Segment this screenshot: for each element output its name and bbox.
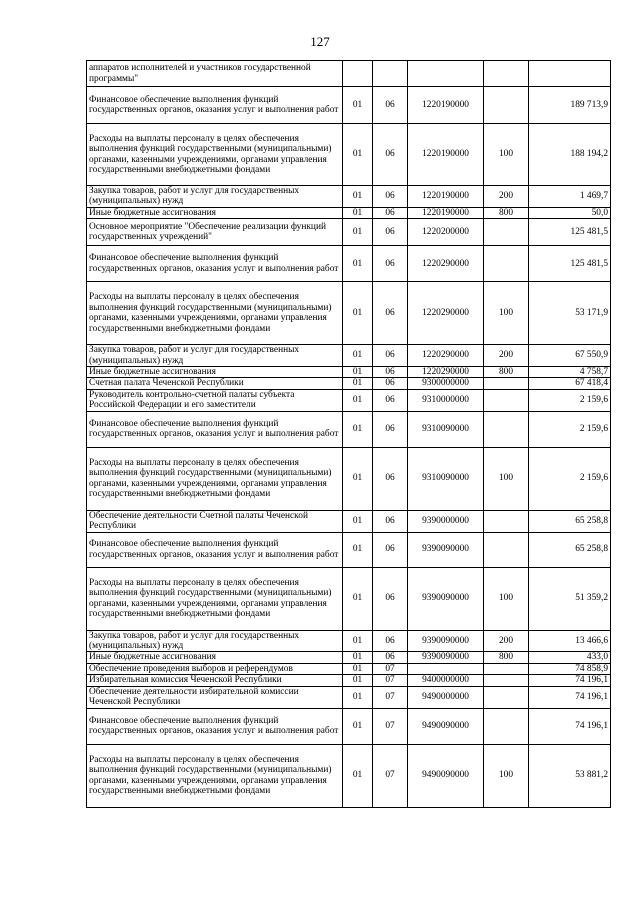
table-row xyxy=(87,219,611,246)
cell-amount: 2 159,6 xyxy=(529,389,611,411)
cell-expense-type: 100 xyxy=(484,744,529,807)
cell-expense-type xyxy=(484,532,529,567)
cell-amount: 433,0 xyxy=(529,652,611,663)
cell-section: 01 xyxy=(343,652,373,663)
cell-subsection: 06 xyxy=(373,447,408,510)
table-row xyxy=(87,124,611,186)
cell-name: Финансовое обеспечение выполнения функций государственных органов, оказания услуг и выполнения работ xyxy=(87,87,343,124)
cell-name: Финансовое обеспечение выполнения функций государственных органов, оказания услуг и выполнения работ xyxy=(87,411,343,447)
table-row xyxy=(87,652,611,663)
cell-subsection: 06 xyxy=(373,630,408,652)
cell-name: Обеспечение проведения выборов и референдумов xyxy=(87,663,343,674)
cell-name: Расходы на выплаты персоналу в целях обеспечения выполнения функций государственными (муниципальными) органами, казенными учреждениями, органами управления государственными внебюджетными фондами xyxy=(87,567,343,630)
cell-subsection: 06 xyxy=(373,532,408,567)
cell-target-article: 9490090000 xyxy=(408,744,484,807)
cell-target-article: 1220290000 xyxy=(408,246,484,282)
table-row xyxy=(87,686,611,708)
cell-expense-type xyxy=(484,510,529,532)
cell-name: Расходы на выплаты персоналу в целях обеспечения выполнения функций государственными (муниципальными) органами, казенными учреждениями, органами управления государственными внебюджетными фондами xyxy=(87,282,343,345)
cell-amount: 74 196,1 xyxy=(529,675,611,686)
cell-section: 01 xyxy=(343,186,373,208)
cell-target-article: 9300000000 xyxy=(408,378,484,389)
cell-expense-type: 200 xyxy=(484,630,529,652)
cell-expense-type xyxy=(484,675,529,686)
table-row xyxy=(87,61,611,87)
cell-expense-type xyxy=(484,87,529,124)
cell-target-article: 1220200000 xyxy=(408,219,484,246)
cell-amount: 65 258,8 xyxy=(529,510,611,532)
cell-expense-type xyxy=(484,378,529,389)
cell-section: 01 xyxy=(343,207,373,218)
cell-subsection: 07 xyxy=(373,744,408,807)
cell-section xyxy=(343,61,373,87)
cell-amount: 125 481,5 xyxy=(529,246,611,282)
cell-subsection: 07 xyxy=(373,708,408,744)
cell-name: Основное мероприятие "Обеспечение реализации функций государственных учреждений" xyxy=(87,219,343,246)
cell-name: Финансовое обеспечение выполнения функций государственных органов, оказания услуг и выполнения работ xyxy=(87,246,343,282)
cell-amount: 189 713,9 xyxy=(529,87,611,124)
cell-expense-type xyxy=(484,61,529,87)
cell-section: 01 xyxy=(343,675,373,686)
cell-target-article: 9390090000 xyxy=(408,532,484,567)
cell-target-article xyxy=(408,61,484,87)
cell-target-article: 9400000000 xyxy=(408,675,484,686)
cell-target-article: 9310090000 xyxy=(408,447,484,510)
cell-subsection: 06 xyxy=(373,186,408,208)
table-row xyxy=(87,675,611,686)
table-row xyxy=(87,630,611,652)
cell-section: 01 xyxy=(343,447,373,510)
cell-name: Обеспечение деятельности избирательной комиссии Чеченской Республики xyxy=(87,686,343,708)
cell-section: 01 xyxy=(343,567,373,630)
cell-name: Финансовое обеспечение выполнения функций государственных органов, оказания услуг и выполнения работ xyxy=(87,708,343,744)
table-row xyxy=(87,378,611,389)
cell-target-article: 9390090000 xyxy=(408,630,484,652)
cell-section: 01 xyxy=(343,389,373,411)
cell-section: 01 xyxy=(343,124,373,186)
cell-section: 01 xyxy=(343,744,373,807)
cell-expense-type xyxy=(484,411,529,447)
cell-section: 01 xyxy=(343,663,373,674)
cell-section: 01 xyxy=(343,411,373,447)
cell-expense-type: 800 xyxy=(484,652,529,663)
cell-name: Избирательная комиссия Чеченской Республики xyxy=(87,675,343,686)
cell-name: Закупка товаров, работ и услуг для государственных (муниципальных) нужд xyxy=(87,630,343,652)
cell-amount: 65 258,8 xyxy=(529,532,611,567)
cell-expense-type xyxy=(484,219,529,246)
cell-subsection: 06 xyxy=(373,367,408,378)
cell-subsection: 06 xyxy=(373,652,408,663)
cell-amount: 4 758,7 xyxy=(529,367,611,378)
cell-expense-type xyxy=(484,389,529,411)
table-row xyxy=(87,207,611,218)
cell-target-article: 9390090000 xyxy=(408,567,484,630)
cell-name: Расходы на выплаты персоналу в целях обеспечения выполнения функций государственными (муниципальными) органами, казенными учреждениями, органами управления государственными внебюджетными фондами xyxy=(87,124,343,186)
cell-amount: 51 359,2 xyxy=(529,567,611,630)
cell-name: Закупка товаров, работ и услуг для государственных (муниципальных) нужд xyxy=(87,345,343,367)
table-row xyxy=(87,282,611,345)
cell-amount: 2 159,6 xyxy=(529,411,611,447)
cell-amount: 188 194,2 xyxy=(529,124,611,186)
cell-amount: 2 159,6 xyxy=(529,447,611,510)
cell-expense-type: 100 xyxy=(484,124,529,186)
cell-target-article: 1220190000 xyxy=(408,207,484,218)
cell-target-article: 1220190000 xyxy=(408,186,484,208)
cell-subsection: 07 xyxy=(373,663,408,674)
cell-subsection: 06 xyxy=(373,87,408,124)
cell-expense-type xyxy=(484,246,529,282)
cell-target-article: 1220290000 xyxy=(408,367,484,378)
cell-target-article xyxy=(408,663,484,674)
cell-name: Расходы на выплаты персоналу в целях обеспечения выполнения функций государственными (муниципальными) органами, казенными учреждениями, органами управления государственными внебюджетными фондами xyxy=(87,744,343,807)
cell-amount: 50,0 xyxy=(529,207,611,218)
cell-section: 01 xyxy=(343,219,373,246)
cell-target-article: 1220290000 xyxy=(408,345,484,367)
cell-amount: 67 550,9 xyxy=(529,345,611,367)
cell-subsection xyxy=(373,61,408,87)
cell-amount: 13 466,6 xyxy=(529,630,611,652)
table-row xyxy=(87,744,611,807)
table-row xyxy=(87,411,611,447)
cell-expense-type: 200 xyxy=(484,186,529,208)
cell-name: Закупка товаров, работ и услуг для государственных (муниципальных) нужд xyxy=(87,186,343,208)
cell-subsection: 06 xyxy=(373,411,408,447)
cell-section: 01 xyxy=(343,367,373,378)
cell-section: 01 xyxy=(343,345,373,367)
cell-amount: 74 196,1 xyxy=(529,686,611,708)
table-row xyxy=(87,186,611,208)
cell-target-article: 9390090000 xyxy=(408,652,484,663)
budget-table xyxy=(86,60,611,808)
table-row xyxy=(87,567,611,630)
page-number: 127 xyxy=(310,34,330,49)
cell-subsection: 06 xyxy=(373,567,408,630)
cell-target-article: 1220190000 xyxy=(408,124,484,186)
cell-expense-type: 800 xyxy=(484,367,529,378)
table-row xyxy=(87,708,611,744)
cell-name: Руководитель контрольно-счетной палаты субъекта Российской Федерации и его заместители xyxy=(87,389,343,411)
cell-subsection: 06 xyxy=(373,282,408,345)
cell-subsection: 06 xyxy=(373,378,408,389)
table-row xyxy=(87,663,611,674)
cell-expense-type: 100 xyxy=(484,282,529,345)
cell-amount: 125 481,5 xyxy=(529,219,611,246)
cell-expense-type xyxy=(484,663,529,674)
cell-expense-type: 800 xyxy=(484,207,529,218)
cell-name: Иные бюджетные ассигнования xyxy=(87,367,343,378)
table-row xyxy=(87,87,611,124)
cell-name: Финансовое обеспечение выполнения функций государственных органов, оказания услуг и выполнения работ xyxy=(87,532,343,567)
cell-amount: 1 469,7 xyxy=(529,186,611,208)
cell-subsection: 06 xyxy=(373,246,408,282)
cell-subsection: 07 xyxy=(373,675,408,686)
cell-expense-type xyxy=(484,708,529,744)
table-row xyxy=(87,532,611,567)
cell-amount: 74 858,9 xyxy=(529,663,611,674)
cell-subsection: 06 xyxy=(373,510,408,532)
cell-name: Обеспечение деятельности Счетной палаты Чеченской Республики xyxy=(87,510,343,532)
cell-amount: 53 171,9 xyxy=(529,282,611,345)
cell-expense-type: 100 xyxy=(484,447,529,510)
cell-subsection: 07 xyxy=(373,686,408,708)
cell-subsection: 06 xyxy=(373,124,408,186)
cell-expense-type xyxy=(484,686,529,708)
cell-section: 01 xyxy=(343,686,373,708)
cell-expense-type: 100 xyxy=(484,567,529,630)
cell-section: 01 xyxy=(343,510,373,532)
cell-name: Счетная палата Чеченской Республики xyxy=(87,378,343,389)
table-row xyxy=(87,447,611,510)
table-row xyxy=(87,510,611,532)
table-row xyxy=(87,389,611,411)
cell-subsection: 06 xyxy=(373,389,408,411)
cell-section: 01 xyxy=(343,246,373,282)
cell-target-article: 1220290000 xyxy=(408,282,484,345)
cell-target-article: 9310090000 xyxy=(408,411,484,447)
cell-expense-type: 200 xyxy=(484,345,529,367)
cell-subsection: 06 xyxy=(373,219,408,246)
cell-section: 01 xyxy=(343,378,373,389)
cell-name: Расходы на выплаты персоналу в целях обеспечения выполнения функций государственными (муниципальными) органами, казенными учреждениями, органами управления государственными внебюджетными фондами xyxy=(87,447,343,510)
table-row xyxy=(87,246,611,282)
cell-name: Иные бюджетные ассигнования xyxy=(87,652,343,663)
cell-target-article: 9390000000 xyxy=(408,510,484,532)
table-row xyxy=(87,367,611,378)
cell-section: 01 xyxy=(343,532,373,567)
cell-amount: 53 881,2 xyxy=(529,744,611,807)
cell-target-article: 9310000000 xyxy=(408,389,484,411)
cell-name: аппаратов исполнителей и участников государственной программы" xyxy=(87,61,343,87)
cell-target-article: 9490000000 xyxy=(408,686,484,708)
cell-subsection: 06 xyxy=(373,345,408,367)
cell-amount xyxy=(529,61,611,87)
cell-section: 01 xyxy=(343,282,373,345)
cell-subsection: 06 xyxy=(373,207,408,218)
budget-table-body xyxy=(87,61,611,808)
cell-section: 01 xyxy=(343,708,373,744)
cell-target-article: 1220190000 xyxy=(408,87,484,124)
cell-name: Иные бюджетные ассигнования xyxy=(87,207,343,218)
cell-amount: 67 418,4 xyxy=(529,378,611,389)
cell-section: 01 xyxy=(343,87,373,124)
cell-amount: 74 196,1 xyxy=(529,708,611,744)
cell-target-article: 9490090000 xyxy=(408,708,484,744)
table-row xyxy=(87,345,611,367)
cell-section: 01 xyxy=(343,630,373,652)
